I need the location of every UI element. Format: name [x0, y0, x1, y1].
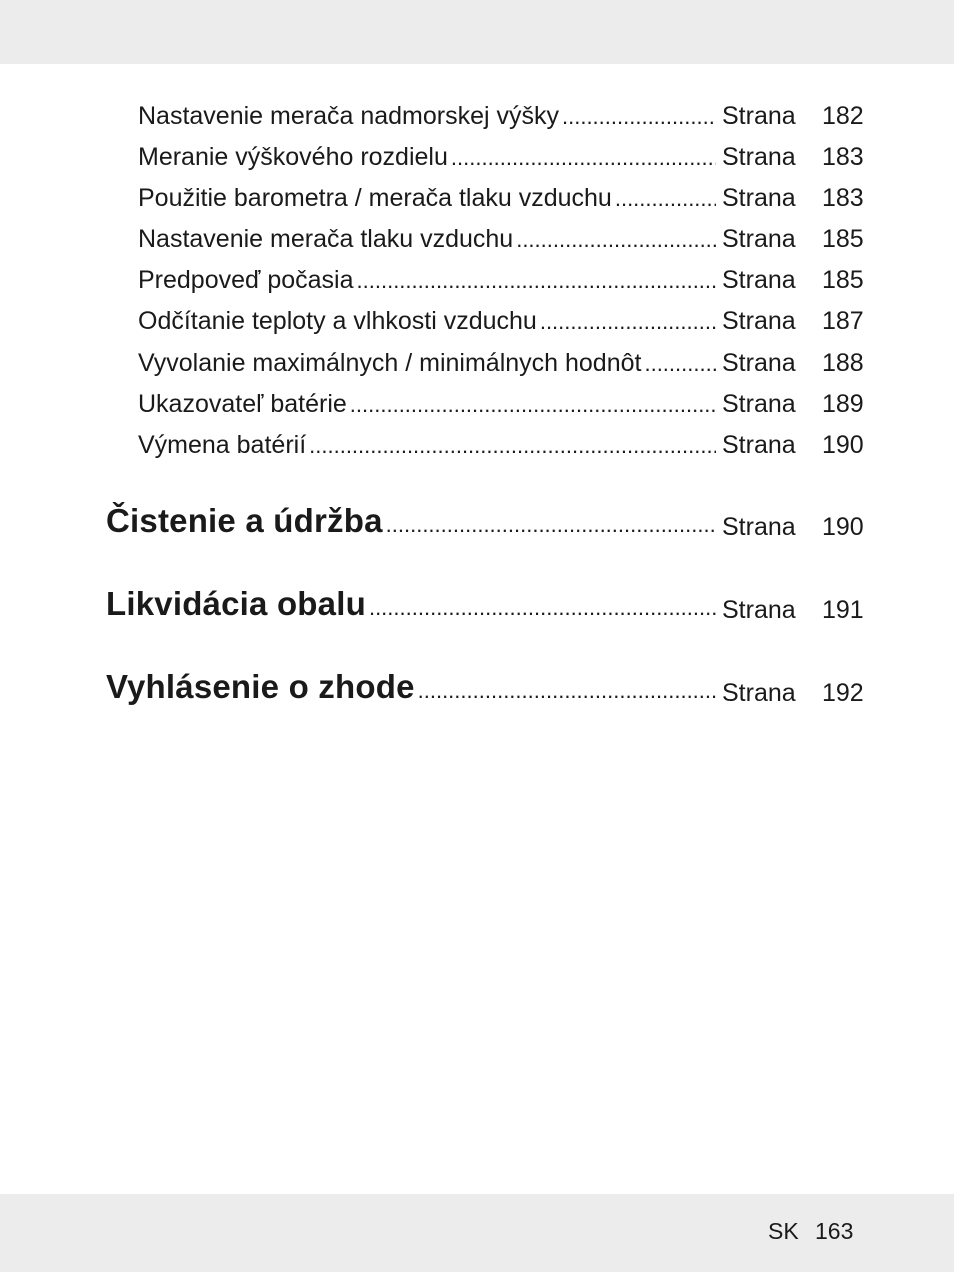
toc-entry[interactable]: [138, 184, 716, 218]
page-number: 191: [822, 596, 864, 624]
page-number: 192: [822, 679, 864, 707]
page-word: Strana: [722, 184, 796, 212]
toc-section-title: Vyhlásenie o zhode: [106, 668, 415, 705]
toc-entry[interactable]: [138, 102, 716, 136]
page-number: 182: [822, 102, 864, 130]
leader-dots: [354, 268, 716, 294]
toc-entry[interactable]: [138, 143, 716, 177]
page-word: Strana: [722, 596, 796, 624]
toc-entry[interactable]: [138, 266, 716, 300]
page-word: Strana: [722, 390, 796, 418]
page-number: 185: [822, 266, 864, 294]
toc-entry[interactable]: [138, 431, 716, 465]
toc-entry-title: Výmena batérií: [138, 431, 307, 459]
leader-dots: [306, 433, 716, 459]
toc-entry-title: Nastavenie merača tlaku vzduchu: [138, 225, 514, 253]
leader-dots: [559, 104, 716, 130]
toc-entry-title: Ukazovateľ batérie: [138, 390, 347, 418]
leader-dots: [383, 512, 716, 538]
toc-entry-title: Nastavenie merača nadmorskej výšky: [138, 102, 559, 130]
page-number: 190: [822, 513, 864, 541]
leader-dots: [366, 595, 716, 621]
toc-entry[interactable]: [138, 307, 716, 341]
page-word: Strana: [722, 266, 796, 294]
page-word: Strana: [722, 349, 796, 377]
footer-language: SK: [768, 1218, 799, 1244]
footer-page-number: 163: [815, 1218, 854, 1244]
toc-section-title: Čistenie a údržba: [106, 502, 383, 539]
leader-dots: [612, 186, 716, 212]
page-word: Strana: [722, 431, 796, 459]
leader-dots: [641, 351, 716, 377]
toc-section[interactable]: [106, 668, 716, 716]
toc-entry[interactable]: [138, 349, 716, 383]
leader-dots: [513, 227, 716, 253]
leader-dots: [448, 145, 716, 171]
header-band: [0, 0, 954, 64]
toc-entry-title: Vyvolanie maximálnych / minimálnych hodnôt: [138, 349, 642, 377]
page-word: Strana: [722, 513, 796, 541]
toc-entry-title: Meranie výškového rozdielu: [138, 143, 448, 171]
toc-section[interactable]: [106, 502, 716, 550]
toc-entry-title: Predpoveď počasia: [138, 266, 354, 294]
toc-entry[interactable]: [138, 225, 716, 259]
leader-dots: [347, 392, 716, 418]
page-word: Strana: [722, 102, 796, 130]
page-number: 190: [822, 431, 864, 459]
toc-section[interactable]: [106, 585, 716, 633]
page-word: Strana: [722, 307, 796, 335]
page-number: 187: [822, 307, 864, 335]
page-word: Strana: [722, 679, 796, 707]
page-number: 188: [822, 349, 864, 377]
toc-entry[interactable]: [138, 390, 716, 424]
toc-section-title: Likvidácia obalu: [106, 585, 366, 622]
toc-entry-title: Použitie barometra / merača tlaku vzduchu: [138, 184, 612, 212]
page-number: 183: [822, 184, 864, 212]
page-number: 189: [822, 390, 864, 418]
page-word: Strana: [722, 143, 796, 171]
leader-dots: [537, 309, 716, 335]
page-number: 183: [822, 143, 864, 171]
toc-entry-title: Odčítanie teploty a vlhkosti vzduchu: [138, 307, 537, 335]
page-word: Strana: [722, 225, 796, 253]
page-number: 185: [822, 225, 864, 253]
footer-band: [0, 1194, 954, 1272]
leader-dots: [415, 678, 716, 704]
